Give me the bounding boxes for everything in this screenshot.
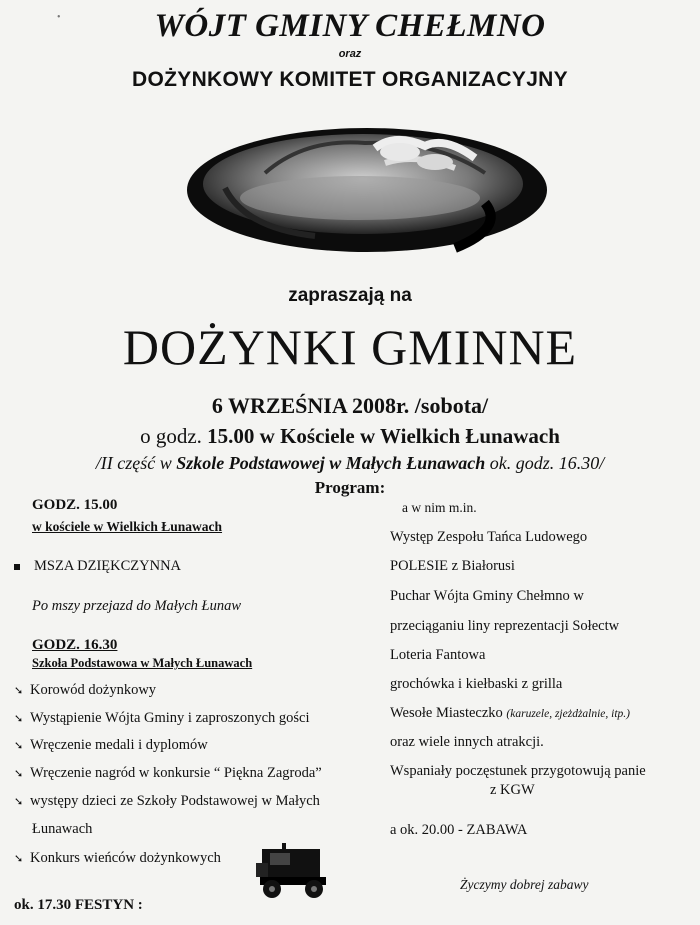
time-prefix: o godz. [140,424,208,448]
list-item: ➘ Konkurs wieńców dożynkowych [14,850,221,866]
tractor-icon [252,843,332,901]
right-line: Loteria Fantowa [390,647,486,663]
part2-suffix: ok. godz. 16.30/ [485,453,605,473]
transfer-note: Po mszy przejazd do Małych Łunaw [32,598,242,614]
block2-place: Szkoła Podstawowa w Małych Łunawach [32,656,253,670]
list-item: ➘ Wystąpienie Wójta Gminy i zaproszonych gości [14,710,310,726]
list-item: ➘ Wręczenie nagród w konkursie “ Piękna Zagroda” [14,765,322,781]
list-item: ➘ Korowód dożynkowy [14,682,157,698]
arrow-bullet-icon: ➘ [14,796,24,808]
right-line: grochówka i kiełbaski z grilla [390,676,563,692]
event-date: 6 WRZEŚNIA 2008r. /sobota/ [211,393,489,418]
organizer-title: WÓJT GMINY CHEŁMNO [154,8,546,44]
event-part2 [0,453,700,474]
conjunction: oraz [338,48,362,60]
square-bullet-icon [14,564,20,570]
mass-item [14,558,181,575]
right-line: Wspaniały poczęstunek przygotowują panie [390,763,646,779]
right-intro: a w nim m.in. [402,500,477,515]
right-line: POLESIE z Białorusi [390,558,515,574]
committee-title: DOŻYNKOWY KOMITET ORGANIZACYJNY [132,68,568,91]
mass-label: MSZA DZIĘKCZYNNA [34,558,182,574]
right-line: z KGW [490,782,535,798]
arrow-bullet-icon: ➘ [14,685,24,697]
block2-time: GODZ. 16.30 [32,637,118,653]
list-item-continuation: Łunawach [32,821,93,837]
event-title: DOŻYNKI GMINNE [122,319,578,375]
invite-text: zapraszają na [288,285,412,306]
closing-wish: Życzymy dobrej zabawy [460,877,589,892]
right-line: oraz wiele innych atrakcji. [390,734,544,750]
right-line: przeciąganiu liny reprezentacji Sołectw [390,618,620,634]
part2-place: Szkole Podstawowej w Małych Łunawach [176,453,486,473]
event-time [0,424,700,449]
arrow-bullet-icon: ➘ [14,713,24,725]
arrow-bullet-icon: ➘ [14,853,24,865]
arrow-bullet-icon: ➘ [14,768,24,780]
block1-time: GODZ. 15.00 [32,497,118,513]
list-item: ➘ występy dzieci ze Szkoły Podstawowej w Małych [14,793,320,809]
part2-prefix: /II część w [95,453,177,473]
arrow-bullet-icon: ➘ [14,740,24,752]
block1-place: w kościele w Wielkich Łunawach [32,519,223,534]
right-note: (karuzele, zjeżdżalnie, itp.) [506,708,631,720]
festyn-label: ok. 17.30 FESTYN : [14,897,143,913]
right-line: Występ Zespołu Tańca Ludowego [390,529,588,545]
right-line: Puchar Wójta Gminy Chełmno w [390,588,584,604]
list-item: ➘ Wręczenie medali i dyplomów [14,737,208,753]
program-label: Program: [314,478,386,497]
right-line: a ok. 20.00 - ZABAWA [390,822,528,838]
time-hour: 15.00 w Kościele w Wielkich Łunawach [207,424,560,448]
bread-loaf-icon [185,118,550,258]
scan-mark: • [57,12,61,23]
right-line: Wesołe Miasteczko (karuzele, zjeżdżalnie, itp.) [390,705,631,721]
